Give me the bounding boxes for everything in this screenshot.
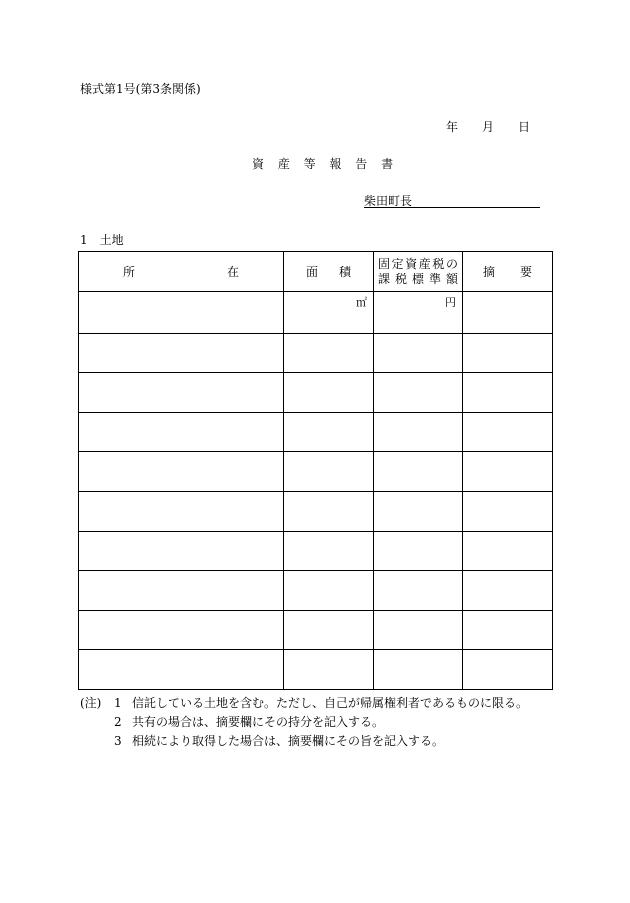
cell-area[interactable] <box>284 292 374 334</box>
cell-remarks[interactable] <box>463 610 553 650</box>
cell-remarks[interactable] <box>463 333 553 373</box>
note-text: 信託している土地を含む。ただし、自己が帰属権利者であるものに限る。 <box>132 696 529 710</box>
document-title: 資 産 等 報 告 書 <box>252 157 395 171</box>
cell-tax-base[interactable] <box>374 292 463 334</box>
header-tax-char: 定 <box>391 256 404 271</box>
header-area-b: 積 <box>338 265 351 279</box>
cell-area[interactable] <box>284 412 374 452</box>
cell-remarks[interactable] <box>463 412 553 452</box>
header-remarks-b: 要 <box>519 265 532 279</box>
header-tax-char: 資 <box>405 256 418 271</box>
header-tax-char: 産 <box>418 256 431 271</box>
cell-area[interactable] <box>284 373 374 413</box>
header-location <box>79 252 284 292</box>
header-tax-char: の <box>445 256 458 271</box>
cell-location[interactable] <box>79 373 284 413</box>
header-tax-char: 額 <box>445 271 458 286</box>
cell-location[interactable] <box>79 531 284 571</box>
cell-remarks[interactable] <box>463 531 553 571</box>
unit-square-meter: ㎡ <box>356 296 367 309</box>
cell-remarks[interactable] <box>463 491 553 531</box>
note-item <box>80 732 528 751</box>
notes <box>80 694 528 751</box>
table-row <box>79 292 553 334</box>
cell-area[interactable] <box>284 452 374 492</box>
cell-location[interactable] <box>79 292 284 334</box>
note-item <box>80 713 528 732</box>
note-item <box>80 694 528 713</box>
notes-label: (注) <box>80 696 102 710</box>
cell-area[interactable] <box>284 571 374 611</box>
table-row <box>79 373 553 413</box>
note-text: 共有の場合は、摘要欄にその持分を記入する。 <box>132 715 385 729</box>
table-header-row <box>79 252 553 292</box>
header-tax-base <box>374 252 463 292</box>
cell-location[interactable] <box>79 491 284 531</box>
cell-tax-base[interactable] <box>374 491 463 531</box>
recipient-name: 柴田町長 <box>364 194 413 208</box>
cell-tax-base[interactable] <box>374 373 463 413</box>
header-tax-line2 <box>374 272 462 287</box>
header-remarks <box>463 252 553 292</box>
header-tax-char: 課 <box>378 271 391 286</box>
cell-area[interactable] <box>284 650 374 690</box>
cell-location[interactable] <box>79 452 284 492</box>
cell-location[interactable] <box>79 333 284 373</box>
cell-tax-base[interactable] <box>374 650 463 690</box>
cell-area[interactable] <box>284 491 374 531</box>
header-location-a: 所 <box>123 265 136 279</box>
cell-remarks[interactable] <box>463 452 553 492</box>
cell-tax-base[interactable] <box>374 333 463 373</box>
note-number: 1 <box>114 696 122 710</box>
recipient-line <box>364 192 540 208</box>
table-row <box>79 333 553 373</box>
unit-yen: 円 <box>445 296 456 309</box>
date-year-label: 年 <box>446 120 459 134</box>
date-day-label: 日 <box>518 120 531 134</box>
cell-tax-base[interactable] <box>374 571 463 611</box>
header-area <box>284 252 374 292</box>
date-month-label: 月 <box>482 120 495 134</box>
cell-location[interactable] <box>79 650 284 690</box>
cell-remarks[interactable] <box>463 650 553 690</box>
cell-tax-base[interactable] <box>374 452 463 492</box>
table-row <box>79 491 553 531</box>
cell-tax-base[interactable] <box>374 531 463 571</box>
table-row <box>79 531 553 571</box>
cell-remarks[interactable] <box>463 571 553 611</box>
cell-location[interactable] <box>79 571 284 611</box>
cell-area[interactable] <box>284 610 374 650</box>
cell-tax-base[interactable] <box>374 412 463 452</box>
cell-location[interactable] <box>79 412 284 452</box>
header-tax-char: 税 <box>432 256 445 271</box>
date-line <box>446 118 530 135</box>
cell-remarks[interactable] <box>463 373 553 413</box>
note-number: 3 <box>114 734 122 748</box>
cell-area[interactable] <box>284 531 374 571</box>
cell-area[interactable] <box>284 333 374 373</box>
form-number: 様式第1号(第3条関係) <box>80 82 201 96</box>
cell-location[interactable] <box>79 610 284 650</box>
header-tax-line1 <box>374 257 462 272</box>
note-number: 2 <box>114 715 122 729</box>
header-remarks-a: 摘 <box>483 265 496 279</box>
land-table <box>78 251 553 690</box>
header-tax-char: 税 <box>394 271 407 286</box>
section-heading: 1 土地 <box>80 233 124 247</box>
table-row <box>79 571 553 611</box>
table-row <box>79 650 553 690</box>
header-area-a: 面 <box>306 265 319 279</box>
table-row <box>79 452 553 492</box>
cell-remarks[interactable] <box>463 292 553 334</box>
header-location-b: 在 <box>226 265 239 279</box>
cell-tax-base[interactable] <box>374 610 463 650</box>
header-tax-char: 固 <box>378 256 391 271</box>
header-tax-char: 標 <box>411 271 424 286</box>
note-text: 相続により取得した場合は、摘要欄にその旨を記入する。 <box>132 734 445 748</box>
table-row <box>79 610 553 650</box>
header-tax-char: 準 <box>428 271 441 286</box>
table-row <box>79 412 553 452</box>
